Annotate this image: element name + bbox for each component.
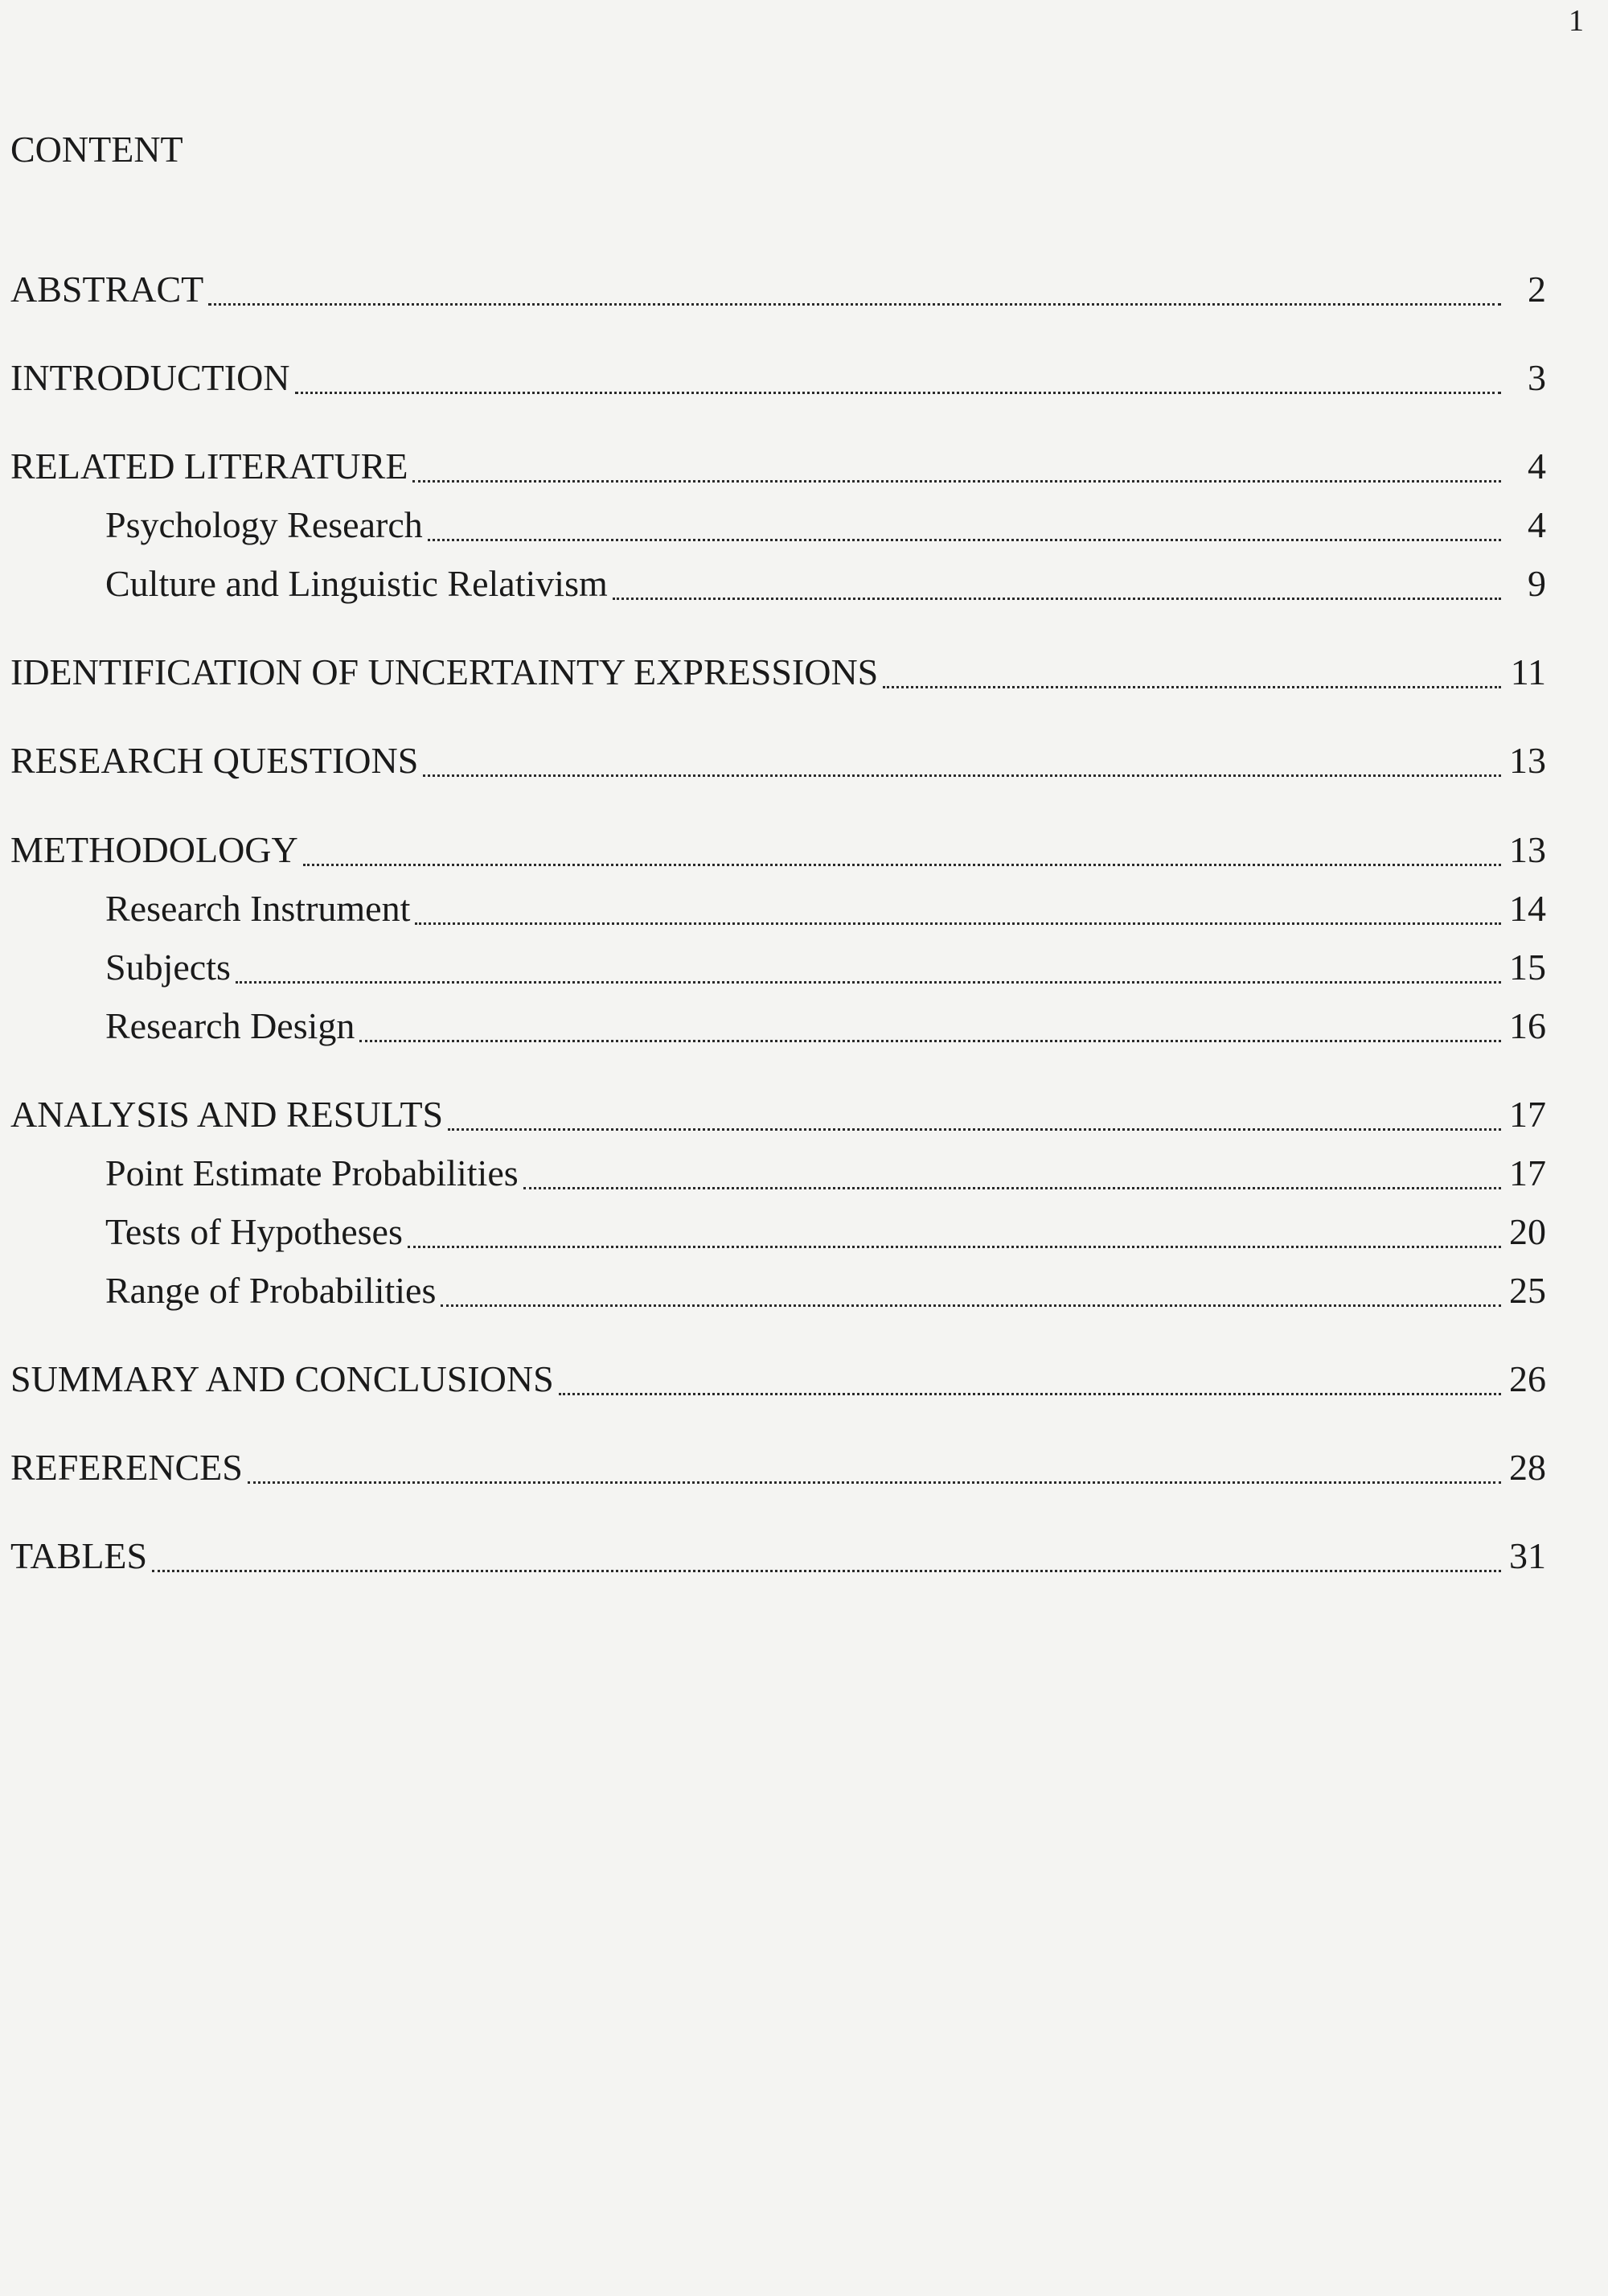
toc-entry-abstract bbox=[10, 265, 1546, 314]
dot-leader bbox=[883, 686, 1501, 688]
toc-entry-label: Point Estimate Probabilities bbox=[105, 1152, 519, 1193]
dot-leader bbox=[613, 598, 1501, 600]
toc-entry-page: 13 bbox=[1509, 829, 1546, 870]
toc-entry-label: ABSTRACT bbox=[10, 269, 204, 310]
dot-leader bbox=[412, 480, 1501, 483]
dot-leader bbox=[428, 539, 1501, 541]
toc-entry-page: 11 bbox=[1510, 651, 1546, 692]
toc-entry-label: ANALYSIS AND RESULTS bbox=[10, 1094, 444, 1135]
toc-entry-tables bbox=[10, 1532, 1546, 1580]
dot-leader bbox=[423, 774, 1501, 777]
toc-entry-page: 17 bbox=[1509, 1094, 1546, 1135]
dot-leader bbox=[441, 1304, 1501, 1307]
toc-entry-label: Psychology Research bbox=[105, 504, 423, 545]
page-title: CONTENT bbox=[10, 129, 183, 170]
toc-entry-page: 17 bbox=[1509, 1152, 1546, 1193]
toc-entry-label: Range of Probabilities bbox=[105, 1270, 437, 1311]
toc-entry-page: 28 bbox=[1509, 1447, 1546, 1488]
toc-entry-page: 13 bbox=[1509, 740, 1546, 781]
toc-entry-label: RESEARCH QUESTIONS bbox=[10, 740, 419, 781]
toc-entry-page: 20 bbox=[1509, 1211, 1546, 1252]
dot-leader bbox=[523, 1187, 1501, 1189]
toc-entry-label: IDENTIFICATION OF UNCERTAINTY EXPRESSIONS bbox=[10, 651, 879, 692]
page-number: 1 bbox=[1569, 4, 1584, 38]
toc-entry-page: 16 bbox=[1509, 1005, 1546, 1046]
toc-entry-label: INTRODUCTION bbox=[10, 357, 290, 398]
toc-entry-page: 31 bbox=[1509, 1535, 1546, 1576]
toc-entry-methodology bbox=[10, 826, 1546, 874]
toc-entry-point-estimate bbox=[105, 1149, 1546, 1197]
toc-entry-page: 15 bbox=[1509, 947, 1546, 988]
toc-entry-page: 4 bbox=[1528, 504, 1546, 545]
dot-leader bbox=[559, 1393, 1501, 1395]
toc-entry-summary-conclusions bbox=[10, 1355, 1546, 1403]
dot-leader bbox=[408, 1246, 1501, 1248]
toc-entry-range-of-probabilities bbox=[105, 1267, 1546, 1315]
toc-entry-subjects bbox=[105, 943, 1546, 992]
toc-entry-research-questions bbox=[10, 737, 1546, 785]
toc-entry-page: 9 bbox=[1528, 563, 1546, 604]
toc-entry-tests-of-hypotheses bbox=[105, 1208, 1546, 1256]
toc-entry-research-design bbox=[105, 1002, 1546, 1050]
toc-entry-research-instrument bbox=[105, 885, 1546, 933]
dot-leader bbox=[415, 922, 1501, 925]
toc-entry-label: METHODOLOGY bbox=[10, 829, 298, 870]
dot-leader bbox=[303, 864, 1501, 866]
toc-entry-culture-linguistic-relativism bbox=[105, 560, 1546, 608]
toc-entry-page: 3 bbox=[1528, 357, 1546, 398]
dot-leader bbox=[359, 1040, 1501, 1042]
dot-leader bbox=[448, 1128, 1501, 1131]
toc-entry-label: TABLES bbox=[10, 1535, 148, 1576]
toc-entry-page: 14 bbox=[1509, 888, 1546, 929]
toc-entry-psychology-research bbox=[105, 501, 1546, 549]
toc-entry-label: RELATED LITERATURE bbox=[10, 446, 408, 487]
toc-entry-label: Research Instrument bbox=[105, 888, 411, 929]
toc-entry-page: 2 bbox=[1528, 269, 1546, 310]
dot-leader bbox=[208, 303, 1501, 306]
toc-entry-label: Subjects bbox=[105, 947, 231, 988]
toc-entry-label: REFERENCES bbox=[10, 1447, 243, 1488]
toc-entry-page: 25 bbox=[1509, 1270, 1546, 1311]
toc-entry-page: 26 bbox=[1509, 1358, 1546, 1399]
toc-entry-label: Tests of Hypotheses bbox=[105, 1211, 403, 1252]
toc-entry-label: SUMMARY AND CONCLUSIONS bbox=[10, 1358, 554, 1399]
toc-entry-identification-uncertainty bbox=[10, 648, 1546, 696]
dot-leader bbox=[152, 1570, 1501, 1572]
dot-leader bbox=[295, 392, 1501, 394]
toc-entry-related-literature bbox=[10, 442, 1546, 491]
toc-entry-page: 4 bbox=[1528, 446, 1546, 487]
toc-entry-label: Culture and Linguistic Relativism bbox=[105, 563, 608, 604]
toc-entry-analysis-results bbox=[10, 1090, 1546, 1139]
dot-leader bbox=[248, 1481, 1501, 1484]
dot-leader bbox=[236, 981, 1501, 984]
toc-entry-references bbox=[10, 1444, 1546, 1492]
toc-entry-label: Research Design bbox=[105, 1005, 355, 1046]
toc-entry-introduction bbox=[10, 354, 1546, 402]
